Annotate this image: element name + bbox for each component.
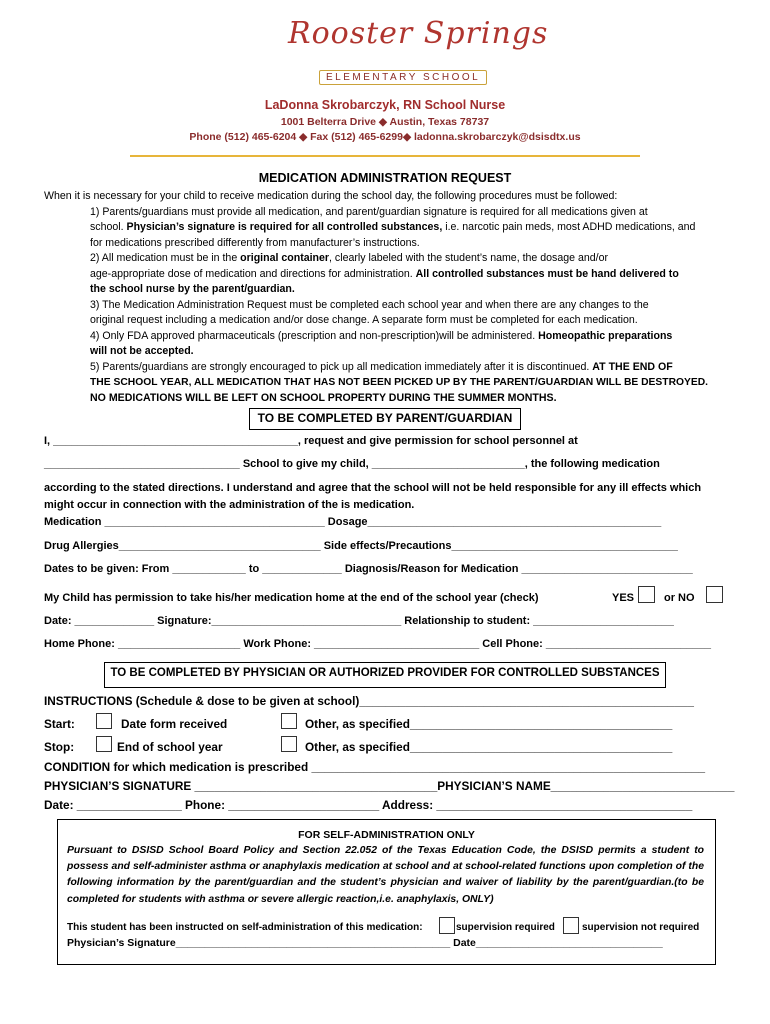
medication-dosage-field[interactable]: Medication ____________________________________ Dosage________________________________________________	[44, 516, 662, 528]
rule-text: 2) All medication must be in the	[90, 252, 241, 264]
physician-signature-name-field[interactable]: PHYSICIAN’S SIGNATURE _____________________________________PHYSICIAN’S NAME____________________________	[44, 779, 735, 793]
instructions-field[interactable]: INSTRUCTIONS (Schedule & dose to be given at school)___________________________________________________	[44, 694, 694, 708]
supervision-required-checkbox[interactable]	[439, 917, 455, 934]
end-of-school-year-label: End of school year	[117, 740, 223, 754]
end-of-school-year-checkbox[interactable]	[96, 736, 112, 752]
nurse-name: LaDonna Skrobarczyk, RN School Nurse	[264, 98, 506, 112]
rule-2-line-1	[90, 251, 608, 267]
rule-2-line-3: the school nurse by the parent/guardian.	[90, 283, 295, 295]
intro-text: When it is necessary for your child to receive medication during the school day, the following procedures must be followed:	[44, 190, 618, 202]
phone-fields[interactable]: Home Phone: ____________________ Work Phone: ___________________________ Cell Phone: ___________________________	[44, 638, 712, 650]
school-logo: Rooster Springs	[288, 16, 549, 51]
rule-2-line-2	[90, 267, 679, 283]
rule-1-line-2	[90, 220, 695, 236]
start-label: Start:	[44, 717, 75, 731]
start-other-checkbox[interactable]	[281, 713, 297, 729]
agreement-line-1: according to the stated directions. I understand and agree that the school will not be held responsible for any ill effects which	[44, 482, 702, 494]
page-title: MEDICATION ADMINISTRATION REQUEST	[258, 171, 512, 185]
start-other-field[interactable]: Other, as specified________________________________________	[305, 717, 673, 731]
home-medication-question: My Child has permission to take his/her medication home at the end of the school year (check)	[44, 592, 539, 604]
rule-5-line-2: THE SCHOOL YEAR, ALL MEDICATION THAT HAS NOT BEEN PICKED UP BY THE PARENT/GUARDIAN WILL BE DESTROYED.	[90, 377, 709, 388]
school-contact: Phone (512) 465-6204 ◆ Fax (512) 465-6299◆ ladonna.skrobarczyk@dsisdtx.us	[189, 131, 581, 143]
self-admin-box	[57, 819, 716, 965]
school-child-field[interactable]: ________________________________ School to give my child, _________________________, the following medication	[44, 458, 660, 470]
allergies-side-effects-field[interactable]: Drug Allergies_________________________________ Side effects/Precautions_____________________________________	[44, 540, 678, 552]
no-label: or NO	[664, 592, 695, 604]
rule-4-line-2: will not be accepted.	[90, 345, 194, 357]
yes-checkbox[interactable]	[638, 586, 655, 603]
rule-5-line-1	[90, 360, 673, 376]
self-admin-physician-signature-field[interactable]: Physician’s Signature_______________________________________________ Date________________________________	[67, 937, 663, 949]
condition-field[interactable]: CONDITION for which medication is prescribed ____________________________________________________________	[44, 760, 706, 774]
rule-bold: Physician’s signature is required for all controlled substances,	[126, 221, 443, 233]
stop-other-checkbox[interactable]	[281, 736, 297, 752]
rule-bold: original container	[240, 252, 330, 264]
school-address: 1001 Belterra Drive ◆ Austin, Texas 78737	[280, 116, 490, 128]
rule-bold: Homeopathic preparations	[538, 330, 673, 342]
rule-1-line-1: 1) Parents/guardians must provide all medication, and parent/guardian signature is required for all medications given at	[90, 206, 648, 218]
rule-4-line-1	[90, 329, 672, 345]
supervision-not-required-label: supervision not required	[582, 922, 700, 933]
rule-text: age-appropriate dose of medication and directions for administration.	[90, 268, 416, 280]
rule-text: 4) Only FDA approved pharmaceuticals (prescription and non-prescription)will be administered.	[90, 330, 539, 342]
physician-date-phone-address-field[interactable]: Date: ________________ Phone: _______________________ Address: _______________________________________	[44, 798, 693, 812]
rule-text: , clearly labeled with the student’s name, the dosage and/or	[329, 252, 608, 264]
date-signature-relationship-field[interactable]: Date: _____________ Signature:_______________________________ Relationship to student: _______________________	[44, 615, 674, 627]
supervision-required-label: supervision required	[456, 922, 555, 933]
rule-1-line-3: for medications prescribed differently from manufacturer’s instructions.	[90, 237, 420, 249]
dates-diagnosis-field[interactable]: Dates to be given: From ____________ to _____________ Diagnosis/Reason for Medication ____________________________	[44, 563, 693, 575]
agreement-line-2: might occur in connection with the administration of the is medication.	[44, 499, 415, 511]
self-admin-heading: FOR SELF-ADMINISTRATION ONLY	[298, 829, 475, 841]
rule-text: i.e. narcotic pain meds, most ADHD medications, and	[442, 221, 696, 233]
stop-other-field[interactable]: Other, as specified________________________________________	[305, 740, 673, 754]
school-name-badge: ELEMENTARY SCHOOL	[319, 70, 487, 85]
self-admin-text: Pursuant to DSISD School Board Policy and Section 22.052 of the Texas Education Code, the DSISD permits a student to possess and self-administer asthma or anaphylaxis medication at school and at school-related functions upon completion of the following information by the parent/guardian and the student’s physician and waiver of liability by the parent/guardian.(to be completed for students with asthma or severe allergic reaction,i.e. anaphylaxis, ONLY)	[67, 845, 704, 905]
stop-label: Stop:	[44, 740, 75, 754]
supervision-not-required-checkbox[interactable]	[563, 917, 579, 934]
rule-3-line-1: 3) The Medication Administration Request must be completed each school year and when there are any changes to the	[90, 299, 649, 311]
date-form-received-checkbox[interactable]	[96, 713, 112, 729]
no-checkbox[interactable]	[706, 586, 723, 603]
rule-5-line-3: NO MEDICATIONS WILL BE LEFT ON SCHOOL PROPERTY DURING THE SUMMER MONTHS.	[90, 392, 557, 404]
date-form-received-label: Date form received	[121, 717, 228, 731]
physician-section-heading: TO BE COMPLETED BY PHYSICIAN OR AUTHORIZED PROVIDER FOR CONTROLLED SUBSTANCES	[110, 667, 660, 679]
yes-label: YES	[612, 592, 635, 604]
parent-name-field[interactable]: I, ________________________________________, request and give permission for school personnel at	[44, 435, 578, 447]
rule-text: 5) Parents/guardians are strongly encouraged to pick up all medication immediately after it is discontinued.	[90, 361, 593, 373]
rule-bold: All controlled substances must be hand delivered to	[415, 268, 679, 280]
parent-section-heading: TO BE COMPLETED BY PARENT/GUARDIAN	[257, 411, 513, 425]
self-admin-instructed-label: This student has been instructed on self-administration of this medication:	[67, 922, 423, 933]
rule-text: school.	[90, 221, 127, 233]
rule-3-line-2: original request including a medication and/or dose change. A separate form must be completed for each medication.	[90, 314, 638, 326]
header-divider	[130, 155, 640, 157]
rule-bold: AT THE END OF	[592, 361, 673, 373]
